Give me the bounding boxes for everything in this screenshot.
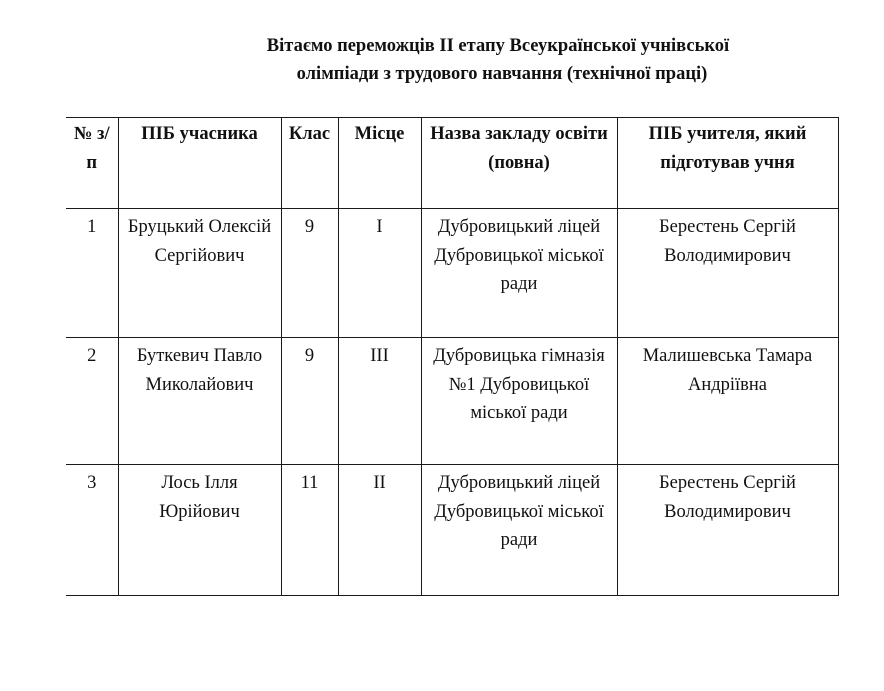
header-school: Назва закладу освіти (повна) (421, 118, 617, 209)
header-grade: Клас (281, 118, 338, 209)
cell-grade: 9 (281, 338, 338, 465)
cell-teacher: Берестень Сергій Володимирович (617, 465, 838, 596)
table-row (66, 338, 838, 465)
title-line-2: олімпіади з трудового навчання (технічної праці) (296, 64, 708, 84)
cell-name: Лось Ілля Юрійович (118, 465, 281, 596)
cell-school: Дубровицька гімназія №1 Дубровицької міської ради (421, 338, 617, 465)
cell-school: Дубровицький ліцей Дубровицької міської ради (421, 209, 617, 338)
cell-grade: 11 (281, 465, 338, 596)
table-row (66, 209, 838, 338)
cell-num: 3 (66, 465, 118, 596)
cell-teacher: Берестень Сергій Володимирович (617, 209, 838, 338)
winners-table (66, 117, 839, 596)
header-teacher: ПІБ учителя, який підготував учня (617, 118, 838, 209)
header-num: № з/п (66, 118, 118, 209)
cell-place: ІІІ (338, 338, 421, 465)
cell-place: ІІ (338, 465, 421, 596)
title-line-1: Вітаємо переможців ІІ етапу Всеукраїнської учнівської (266, 36, 730, 56)
header-name: ПІБ учасника (118, 118, 281, 209)
page-title (0, 32, 884, 88)
table-header-row (66, 118, 838, 209)
cell-name: Буткевич Павло Миколайович (118, 338, 281, 465)
header-place: Місце (338, 118, 421, 209)
cell-num: 1 (66, 209, 118, 338)
table-row (66, 465, 838, 596)
cell-grade: 9 (281, 209, 338, 338)
cell-num: 2 (66, 338, 118, 465)
cell-name: Бруцький Олексій Сергійович (118, 209, 281, 338)
cell-school: Дубровицький ліцей Дубровицької міської ради (421, 465, 617, 596)
cell-teacher: Малишевська Тамара Андріївна (617, 338, 838, 465)
cell-place: І (338, 209, 421, 338)
